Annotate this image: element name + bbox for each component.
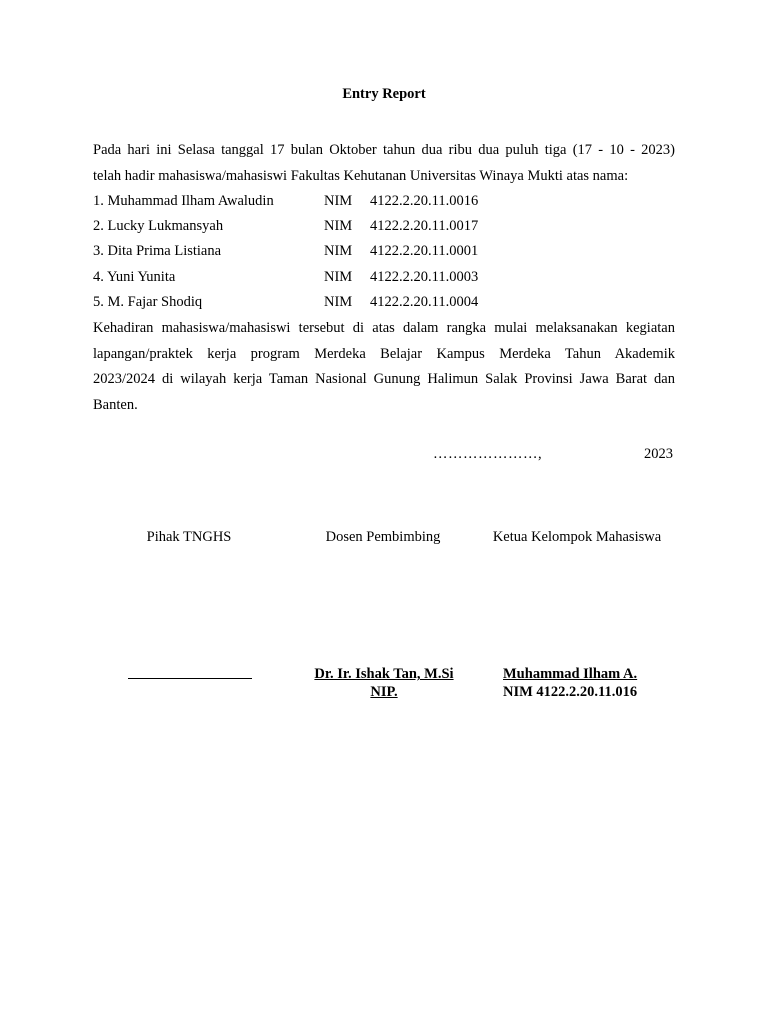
- paragraph-line: Kehadiran mahasiswa/mahasiswi tersebut di atas dalam rangka mulai melaksanakan kegiatan: [93, 320, 675, 336]
- nim-label: NIM: [324, 293, 353, 310]
- student-name: 2. Lucky Lukmansyah: [93, 218, 224, 235]
- nim-label: NIM: [324, 218, 353, 235]
- signature-blank-line: [128, 665, 252, 679]
- list-item: [93, 290, 675, 315]
- student-name: 3. Dita Prima Listiana: [93, 243, 222, 260]
- role-supervisor: Dosen Pembimbing: [325, 529, 441, 545]
- paragraph-line: lapangan/praktek kerja program Merdeka Belajar Kampus Merdeka Tahun Akademik: [93, 345, 675, 362]
- document-title: Entry Report: [342, 86, 426, 102]
- date-placeholder: …………………,: [433, 446, 543, 462]
- paragraph-line: Banten.: [93, 396, 138, 413]
- nim-value: 4122.2.20.11.0001: [370, 243, 479, 260]
- leader-id: NIM 4122.2.20.11.016: [503, 684, 638, 700]
- paragraph-line: Pada hari ini Selasa tanggal 17 bulan Oktober tahun dua ribu dua puluh tiga (17 - 10 - 2023): [93, 142, 675, 158]
- supervisor-id: NIP.: [370, 684, 398, 700]
- nim-value: 4122.2.20.11.0003: [370, 268, 479, 285]
- date-year: 2023: [644, 446, 673, 462]
- signature-supervisor: [307, 665, 461, 701]
- student-name: 1. Muhammad Ilham Awaludin: [93, 193, 274, 209]
- nim-value: 4122.2.20.11.0017: [370, 218, 479, 235]
- student-name: 4. Yuni Yunita: [93, 268, 176, 285]
- supervisor-name: Dr. Ir. Ishak Tan, M.Si: [314, 666, 454, 682]
- role-tnghs: Pihak TNGHS: [146, 529, 232, 545]
- student-list: [93, 189, 675, 315]
- list-item: [93, 239, 675, 264]
- signature-tnghs: [127, 665, 252, 684]
- date-line: [433, 446, 673, 468]
- list-item: [93, 265, 675, 290]
- role-group-leader: Ketua Kelompok Mahasiswa: [492, 529, 662, 545]
- nim-value: 4122.2.20.11.0016: [370, 193, 479, 209]
- purpose-paragraph: [93, 316, 675, 418]
- nim-value: 4122.2.20.11.0004: [370, 293, 479, 310]
- list-item: [93, 189, 675, 214]
- signature-group-leader: [503, 665, 651, 701]
- paragraph-line: telah hadir mahasiswa/mahasiswi Fakultas Kehutanan Universitas Winaya Mukti atas nama:: [93, 167, 629, 184]
- student-name: 5. M. Fajar Shodiq: [93, 293, 203, 310]
- opening-paragraph: [93, 138, 675, 189]
- nim-label: NIM: [324, 243, 353, 260]
- nim-label: NIM: [324, 268, 353, 285]
- nim-label: NIM: [324, 193, 353, 209]
- paragraph-line: 2023/2024 di wilayah kerja Taman Nasional Gunung Halimun Salak Provinsi Jawa Barat dan: [93, 371, 675, 387]
- leader-name: Muhammad Ilham A.: [503, 666, 638, 682]
- list-item: [93, 214, 675, 239]
